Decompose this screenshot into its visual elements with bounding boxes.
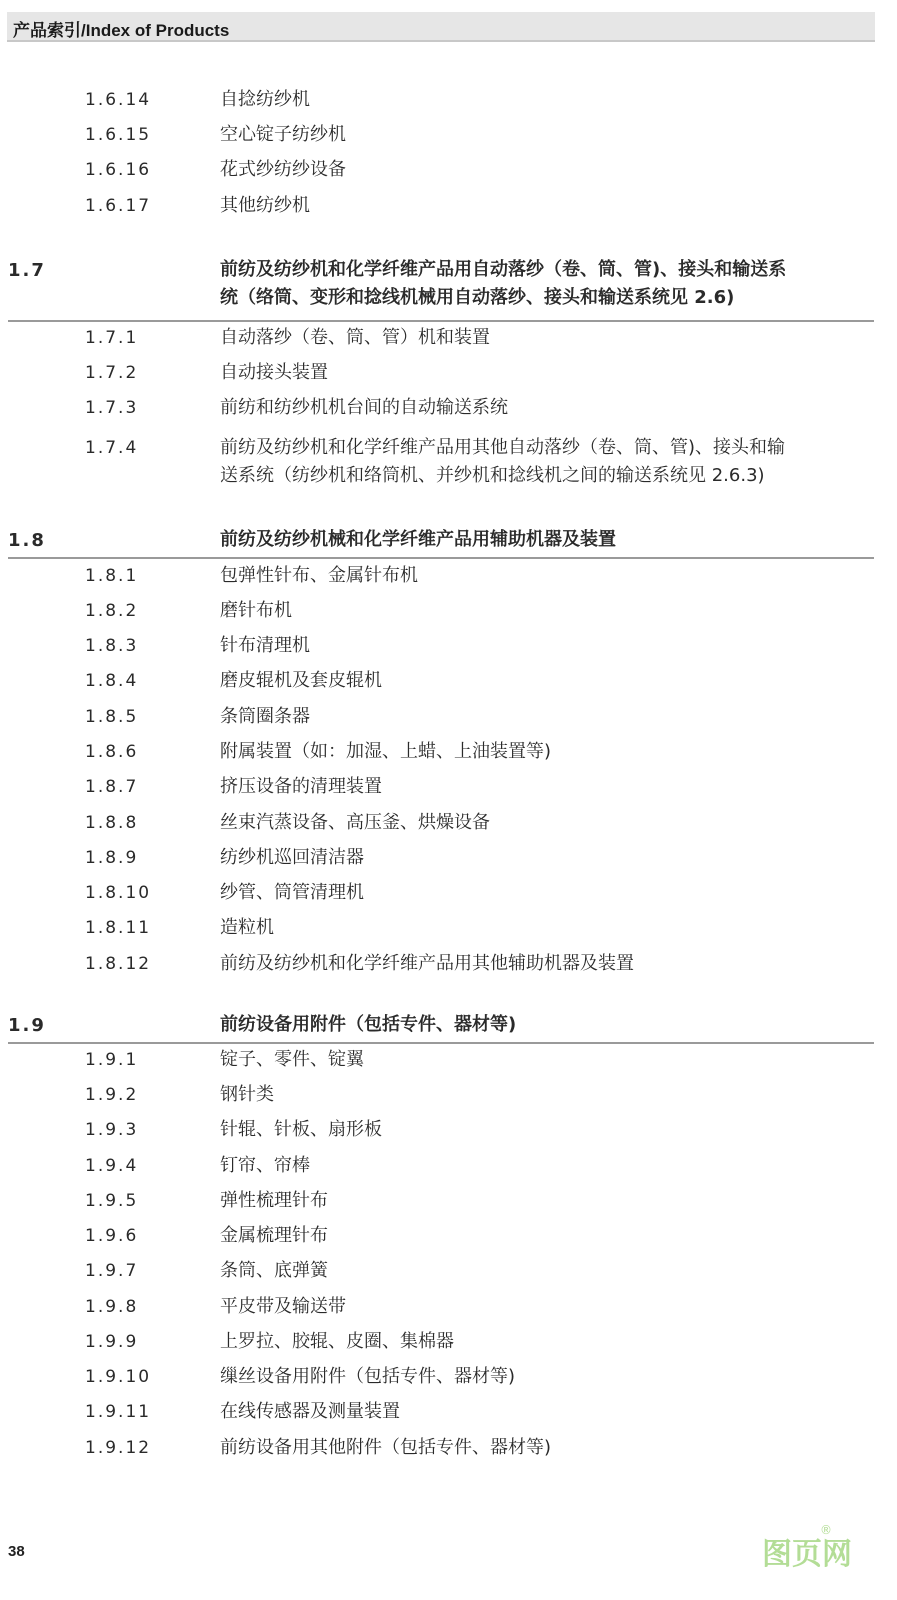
entry-text [220, 324, 870, 352]
entry-number: 1.8.1 [85, 566, 139, 586]
entry-text [220, 1222, 870, 1250]
entry-number: 1.8.11 [85, 918, 152, 938]
entry-text [220, 394, 870, 422]
entry-text [220, 879, 870, 907]
section-divider [8, 1042, 874, 1044]
entry-text-line: 针辊、针板、扇形板 [220, 1119, 382, 1140]
entry-number: 1.7.2 [85, 363, 139, 383]
entry-text: 空心锭子纺纱机 [220, 124, 346, 145]
watermark-logo [760, 1520, 880, 1570]
entry-text [220, 667, 870, 695]
entry-text [220, 1398, 870, 1426]
entry-number: 1.9.7 [85, 1261, 139, 1281]
entry-text-line: 自动接头装置 [220, 362, 328, 383]
entry-number: 1.6.17 [85, 196, 152, 216]
entry-text-line: 送系统（纺纱机和络筒机、并纱机和捻线机之间的输送系统见 2.6.3) [220, 465, 765, 486]
entry-text-line: 锭子、零件、锭翼 [220, 1049, 364, 1070]
entry-text [220, 359, 870, 387]
entry-text-line: 附属装置（如：加湿、上蜡、上油装置等) [220, 741, 552, 762]
section-title-line: 统（络筒、变形和捻线机械用自动落纱、接头和输送系统见 2.6) [220, 287, 735, 308]
entry-text [220, 1152, 870, 1180]
entry-text-line: 平皮带及输送带 [220, 1296, 346, 1317]
entry-text-line: 纱管、筒管清理机 [220, 882, 364, 903]
entry-text-line: 金属梳理针布 [220, 1225, 328, 1246]
entry-text-line: 包弹性针布、金属针布机 [220, 565, 418, 586]
entry-text: 花式纱纺纱设备 [220, 159, 346, 180]
entry-text [220, 434, 870, 490]
entry-text: 其他纺纱机 [220, 195, 310, 216]
entry-text [220, 1257, 870, 1285]
entry-text-line: 前纺设备用其他附件（包括专件、器材等) [220, 1437, 552, 1458]
entry-text [220, 1293, 870, 1321]
entry-text [220, 1187, 870, 1215]
entry-text-line: 弹性梳理针布 [220, 1190, 328, 1211]
entry-text-line: 磨皮辊机及套皮辊机 [220, 670, 382, 691]
entry-number: 1.6.16 [85, 160, 152, 180]
entry-number: 1.9.11 [85, 1402, 152, 1422]
section-title [220, 526, 865, 554]
entry-number: 1.8.5 [85, 707, 139, 727]
entry-text [220, 950, 870, 978]
entry-text-line: 缫丝设备用附件（包括专件、器材等) [220, 1366, 516, 1387]
entry-number: 1.9.10 [85, 1367, 152, 1387]
entry-number: 1.7.4 [85, 438, 139, 458]
entry-number: 1.7.1 [85, 328, 139, 348]
entry-text-line: 上罗拉、胶辊、皮圈、集棉器 [220, 1331, 454, 1352]
entry-text [220, 703, 870, 731]
entry-text [220, 914, 870, 942]
entry-text-line: 前纺及纺纱机和化学纤维产品用其他辅助机器及装置 [220, 953, 634, 974]
entry-text [220, 1046, 870, 1074]
entry-text-line: 自动落纱（卷、筒、管）机和装置 [220, 327, 490, 348]
entry-text [220, 1328, 870, 1356]
entry-text [220, 773, 870, 801]
entry-number: 1.9.2 [85, 1085, 139, 1105]
entry-text-line: 挤压设备的清理装置 [220, 776, 382, 797]
section-divider [8, 557, 874, 559]
entry-text [220, 738, 870, 766]
entry-number: 1.7.3 [85, 398, 139, 418]
entry-text [220, 1116, 870, 1144]
section-title-line: 前纺及纺纱机和化学纤维产品用自动落纱（卷、筒、管)、接头和输送系 [220, 259, 787, 280]
entry-number: 1.8.9 [85, 848, 139, 868]
entry-number: 1.9.12 [85, 1438, 152, 1458]
section-title-line: 前纺设备用附件（包括专件、器材等) [220, 1014, 517, 1035]
entry-number: 1.9.8 [85, 1297, 139, 1317]
entry-text [220, 632, 870, 660]
section-title-line: 前纺及纺纱机械和化学纤维产品用辅助机器及装置 [220, 529, 616, 550]
section-divider [8, 320, 874, 322]
entry-number: 1.8.2 [85, 601, 139, 621]
entry-number: 1.9.4 [85, 1156, 139, 1176]
entry-text [220, 1363, 870, 1391]
watermark-text: 图页网 [762, 1537, 852, 1570]
entry-number: 1.8.4 [85, 671, 139, 691]
entry-text-line: 在线传感器及测量装置 [220, 1401, 400, 1422]
entry-text-line: 前纺及纺纱机和化学纤维产品用其他自动落纱（卷、筒、管)、接头和输 [220, 437, 786, 458]
entry-number: 1.8.7 [85, 777, 139, 797]
entry-text-line: 条筒、底弹簧 [220, 1260, 328, 1281]
entry-number: 1.6.15 [85, 125, 152, 145]
header-title: 产品索引/Index of Products [13, 21, 230, 40]
entry-text [220, 844, 870, 872]
entry-text-line: 钢针类 [220, 1084, 274, 1105]
entry-text: 自捻纺纱机 [220, 89, 310, 110]
section-title [220, 256, 865, 312]
entry-number: 1.8.6 [85, 742, 139, 762]
section-title [220, 1011, 865, 1039]
entry-number: 1.9.5 [85, 1191, 139, 1211]
entry-text-line: 纺纱机巡回清洁器 [220, 847, 364, 868]
entry-number: 1.9.3 [85, 1120, 139, 1140]
entry-text [220, 1081, 870, 1109]
section-number: 1.9 [8, 1015, 46, 1036]
entry-text-line: 前纺和纺纱机机台间的自动输送系统 [220, 397, 508, 418]
page-number: 38 [8, 1543, 25, 1560]
section-number: 1.7 [8, 260, 46, 281]
entry-text-line: 造粒机 [220, 917, 274, 938]
entry-number: 1.9.1 [85, 1050, 139, 1070]
entry-text [220, 597, 870, 625]
entry-number: 1.8.3 [85, 636, 139, 656]
section-number: 1.8 [8, 530, 46, 551]
entry-text-line: 磨针布机 [220, 600, 292, 621]
entry-number: 1.8.10 [85, 883, 152, 903]
entry-text [220, 809, 870, 837]
entry-text [220, 562, 870, 590]
entry-number: 1.6.14 [85, 90, 152, 110]
watermark-mark: ® [820, 1523, 832, 1537]
entry-text-line: 针布清理机 [220, 635, 310, 656]
entry-text-line: 丝束汽蒸设备、高压釜、烘燥设备 [220, 812, 490, 833]
entry-text-line: 钉帘、帘棒 [220, 1155, 310, 1176]
entry-text [220, 1434, 870, 1462]
entry-number: 1.9.9 [85, 1332, 139, 1352]
entry-text-line: 条筒圈条器 [220, 706, 310, 727]
entry-number: 1.8.12 [85, 954, 152, 974]
entry-number: 1.9.6 [85, 1226, 139, 1246]
entry-number: 1.8.8 [85, 813, 139, 833]
